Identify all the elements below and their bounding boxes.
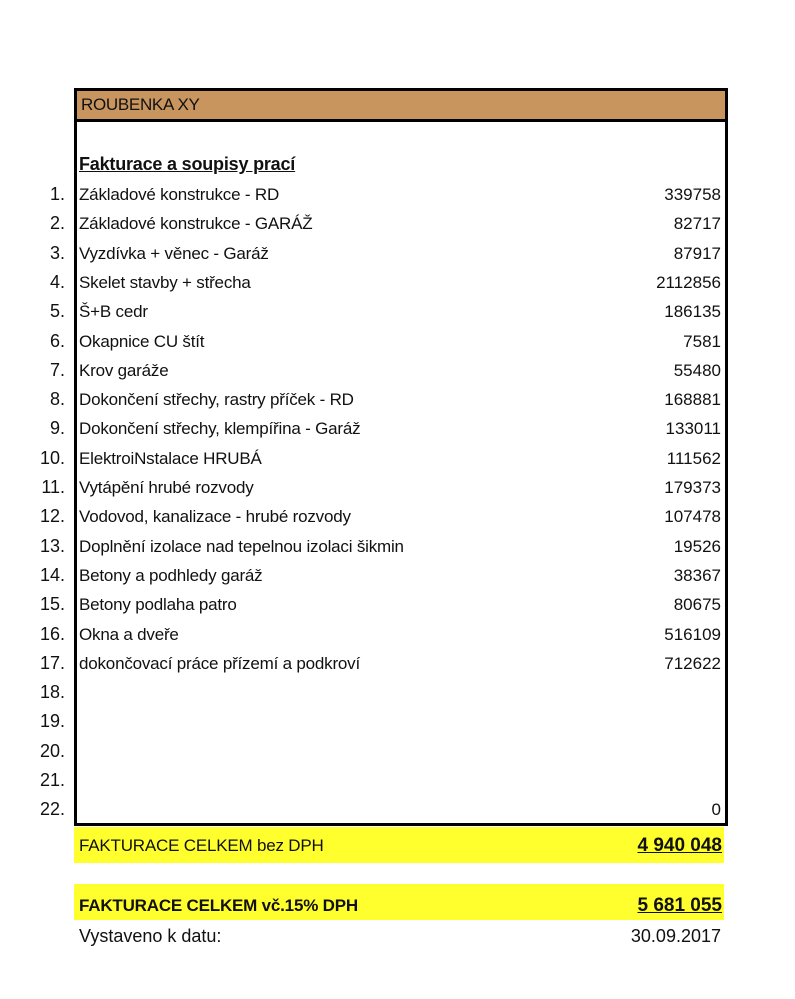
item-number: 2.	[49, 213, 65, 234]
item-description: dokončovací práce přízemí a podkroví	[79, 653, 361, 673]
item-number: 15.	[39, 594, 65, 615]
item-amount: 2112856	[656, 272, 721, 292]
list-item	[0, 184, 795, 213]
item-description: Skelet stavby + střecha	[79, 272, 251, 292]
list-item	[0, 506, 795, 535]
item-number: 16.	[39, 623, 65, 644]
list-item	[0, 389, 795, 418]
item-description: Krov garáže	[79, 360, 169, 380]
item-amount: 168881	[664, 390, 721, 410]
item-number: 1.	[49, 184, 65, 204]
list-item	[0, 741, 795, 770]
item-amount: 55480	[673, 360, 721, 380]
item-description: Dokončení střechy, klempířina - Garáž	[79, 419, 361, 439]
item-number: 5.	[49, 301, 65, 322]
item-amount: 516109	[664, 624, 721, 644]
project-title: ROUBENKA XY	[81, 95, 200, 114]
item-number: 4.	[49, 271, 65, 292]
list-item	[0, 536, 795, 565]
list-item	[0, 301, 795, 330]
list-item	[0, 682, 795, 711]
item-number: 9.	[49, 418, 65, 439]
issued-date: 30.09.2017	[630, 926, 721, 946]
item-number: 21.	[39, 770, 65, 790]
item-amount: 133011	[665, 419, 721, 439]
item-number: 10.	[39, 447, 65, 468]
item-amount: 82717	[673, 214, 721, 234]
item-number: 11.	[41, 477, 65, 497]
item-number: 13.	[39, 535, 65, 556]
issued-label: Vystaveno k datu:	[79, 926, 222, 946]
list-item	[0, 418, 795, 447]
item-description: Betony a podhledy garáž	[79, 565, 263, 585]
item-number: 7.	[49, 359, 65, 380]
list-item	[0, 594, 795, 623]
item-amount: 186135	[664, 302, 721, 322]
item-number: 20.	[39, 740, 65, 761]
item-number: 19.	[39, 711, 65, 732]
list-item	[0, 360, 795, 389]
item-number: 12.	[39, 506, 65, 527]
item-number: 3.	[49, 242, 65, 263]
gross-total-value: 5 681 055	[637, 895, 722, 916]
list-item	[0, 711, 795, 740]
list-item	[0, 770, 795, 799]
item-description: Vodovod, kanalizace - hrubé rozvody	[79, 507, 351, 527]
item-amount: 712622	[664, 653, 721, 673]
item-amount: 19526	[673, 536, 721, 556]
gross-total-row	[74, 884, 724, 920]
gross-total-label: FAKTURACE CELKEM vč.15% DPH	[79, 896, 358, 915]
item-amount: 0	[711, 800, 721, 820]
item-number: 22.	[39, 799, 65, 820]
item-description: Základové konstrukce - GARÁŽ	[79, 214, 313, 234]
list-item	[0, 331, 795, 360]
list-item	[0, 565, 795, 594]
list-item	[0, 243, 795, 272]
item-number: 18.	[39, 682, 65, 703]
list-item	[0, 272, 795, 301]
item-description: Doplnění izolace nad tepelnou izolaci šikmin	[79, 536, 404, 556]
item-description: Okapnice CU štít	[79, 331, 205, 351]
item-amount: 7581	[683, 331, 721, 351]
item-amount: 80675	[673, 595, 721, 615]
item-description: Okna a dveře	[79, 624, 179, 644]
item-description: Vytápění hrubé rozvody	[79, 478, 254, 497]
list-item	[0, 213, 795, 242]
project-header	[77, 91, 725, 122]
item-amount: 111562	[666, 448, 721, 468]
item-description: Vyzdívka + věnec - Garáž	[79, 243, 269, 263]
section-title: Fakturace a soupisy prací	[79, 154, 296, 174]
list-item	[0, 799, 795, 828]
net-total-label: FAKTURACE CELKEM bez DPH	[79, 836, 324, 855]
item-number: 17.	[39, 652, 65, 673]
item-amount: 339758	[664, 185, 721, 204]
list-item	[0, 624, 795, 653]
item-description: Š+B cedr	[79, 302, 148, 322]
item-description: ElektroiNstalace HRUBÁ	[79, 448, 262, 468]
item-amount: 107478	[664, 507, 721, 527]
net-total-row	[74, 827, 724, 863]
list-item	[0, 653, 795, 682]
item-amount: 179373	[664, 478, 721, 497]
item-description: Betony podlaha patro	[79, 595, 237, 615]
item-number: 6.	[49, 330, 65, 351]
item-number: 14.	[39, 564, 65, 585]
item-amount: 87917	[673, 243, 721, 263]
net-total-value: 4 940 048	[637, 835, 722, 856]
item-description: Dokončení střechy, rastry příček - RD	[79, 390, 354, 410]
item-number: 8.	[49, 389, 65, 410]
item-description: Základové konstrukce - RD	[79, 185, 280, 204]
item-amount: 38367	[673, 565, 721, 585]
list-item	[0, 448, 795, 477]
list-item	[0, 477, 795, 506]
